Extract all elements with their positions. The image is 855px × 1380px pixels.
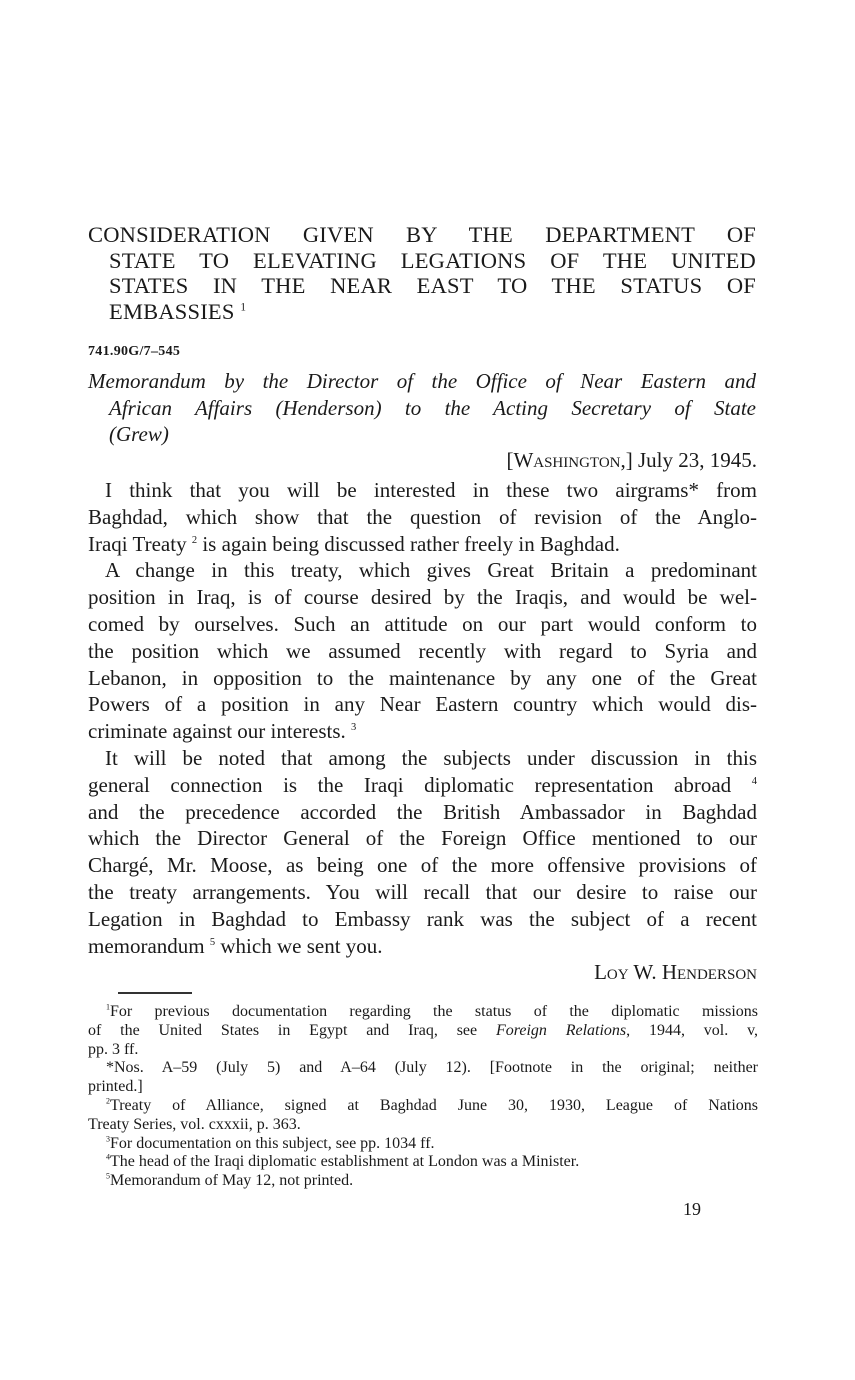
section-heading [88,222,756,324]
footnote [88,1172,758,1191]
footnote-text: printed.] [88,1078,143,1096]
paragraph [88,477,757,557]
footnote-ref: 5 [209,936,216,948]
text-line-content: which we sent you. [215,933,383,958]
footnote-text: pp. 3 ff. [88,1040,139,1058]
memorandum-body [88,477,757,959]
text-line [88,906,757,933]
footnote [88,1153,758,1172]
paragraph [88,557,757,745]
text-line-content: position in Iraq, is of course desired by the Iraqis, and would be wel- [88,585,757,610]
text-line-content: Lebanon, in opposition to the maintenance by any one of the Great [88,665,757,690]
text-line-content: comed by ourselves. Such an attitude on our part would conform to [88,611,757,636]
text-line-content: Legation in Baghdad to Embassy rank was the subject of a recent [88,906,757,931]
dateline [506,448,757,473]
footnote-text: *Nos. A–59 (July 5) and A–64 (July 12). [Footnote in the original; neither [106,1059,758,1077]
dateline-bracket: ,] [620,448,633,472]
footnote [88,1003,758,1059]
text-line-content: criminate against our interests. [88,719,346,744]
text-line [88,638,757,665]
footnote-marker: 2 [106,1096,110,1106]
page-number: 19 [683,1199,701,1219]
text-line-content: Chargé, Mr. Moose, as being one of the more offensive provisions of [88,853,757,878]
document-title [88,368,756,448]
footnote-line [88,1135,758,1154]
text-line [88,745,757,772]
footnote-marker: 5 [106,1171,110,1181]
footnote-ref: 4 [751,775,757,787]
text-line [88,879,757,906]
dateline-place: Washington [513,448,621,472]
footnote-text: For documentation on this subject, see pp. 1034 ff. [110,1134,435,1152]
text-line-content: memorandum [88,933,205,958]
text-line [88,504,757,531]
dateline-date: July 23, 1945. [632,448,757,472]
text-line-content: general connection is the Iraqi diplomatic representation abroad [88,772,732,797]
text-line [88,852,757,879]
text-line-content: is again being discussed rather freely in Baghdad. [197,531,620,556]
footnote-line [88,1059,758,1078]
footnote-text: of the United States in Egypt and Iraq, see [88,1021,496,1039]
file-number: 741.90G/7–545 [88,344,181,359]
text-line [88,584,757,611]
text-line [88,531,757,558]
text-line-content: the treaty arrangements. You will recall that our desire to raise our [88,879,757,904]
text-line [88,691,757,718]
footnote-marker: 3 [106,1134,110,1144]
footnote-marker: 4 [106,1153,110,1163]
text-line-content: I think that you will be interested in these two airgrams* from [105,478,757,502]
footnote [88,1097,758,1135]
text-line [88,477,757,504]
footnote-text: Treaty Series, vol. cxxxii, p. 363. [88,1115,301,1133]
footnote [88,1135,758,1154]
text-line-content: It will be noted that among the subjects under discussion in this [105,745,757,770]
text-line [88,825,757,852]
title-line: African Affairs (Henderson) to the Acting Secretary of State [109,395,756,420]
text-line [88,933,757,960]
title-line: (Grew) [109,422,169,446]
footnote-line [88,1078,758,1097]
text-line [88,611,757,638]
text-line-content: A change in this treaty, which gives Great Britain a predominant [105,558,757,583]
footnote-line [88,1041,758,1060]
footnote-text: For previous documentation regarding the status of the diplomatic missions [110,1003,758,1020]
footnotes [88,1003,758,1191]
heading-line-text: EMBASSIES [109,298,235,324]
text-line [88,557,757,584]
text-line-content: which the Director General of the Foreign Office mentioned to our [88,826,757,851]
heading-line [88,299,756,325]
footnote-line [88,1172,758,1191]
footnote-line [88,1153,758,1172]
text-line [88,799,757,826]
footnote-text: The head of the Iraqi diplomatic establishment at London was a Minister. [110,1153,580,1171]
title-line: Memorandum by the Director of the Office of Near Eastern and [88,369,756,393]
paragraph [88,745,757,959]
footnote-marker: 1 [106,1002,110,1012]
text-line [88,718,757,745]
footnote-text: , 1944, vol. v, [626,1021,759,1039]
footnote-ref: 3 [351,722,357,734]
footnote-ref: 2 [191,534,198,546]
dateline-bracket: [ [506,448,514,472]
footnote-line [88,1097,758,1116]
heading-line: CONSIDERATION GIVEN BY THE DEPARTMENT OF [88,222,756,247]
heading-line: STATE TO ELEVATING LEGATIONS OF THE UNITED [109,247,756,273]
text-line-content: Iraqi Treaty [88,531,187,556]
text-line [88,772,757,799]
footnote-line [88,1116,758,1135]
text-line-content: the position which we assumed recently with regard to Syria and [88,638,757,663]
footnote-text: Memorandum of May 12, not printed. [110,1172,354,1190]
footnote [88,1059,758,1097]
footnote-line [88,1022,758,1041]
text-line [88,665,757,692]
text-line-content: and the precedence accorded the British Ambassador in Baghdad [88,799,757,824]
footnote-divider [118,992,192,994]
citation-title: Foreign Relations [495,1021,627,1039]
footnote-ref: 1 [240,301,247,313]
text-line-content: Baghdad, which show that the question of revision of the Anglo- [88,504,757,529]
footnote-text: Treaty of Alliance, signed at Baghdad June 30, 1930, League of Nations [110,1096,758,1114]
heading-line: STATES IN THE NEAR EAST TO THE STATUS OF [109,273,756,298]
footnote-line [88,1003,758,1022]
text-line-content: Powers of a position in any Near Eastern country which would dis- [88,692,757,717]
signature: Loy W. Henderson [594,960,757,984]
